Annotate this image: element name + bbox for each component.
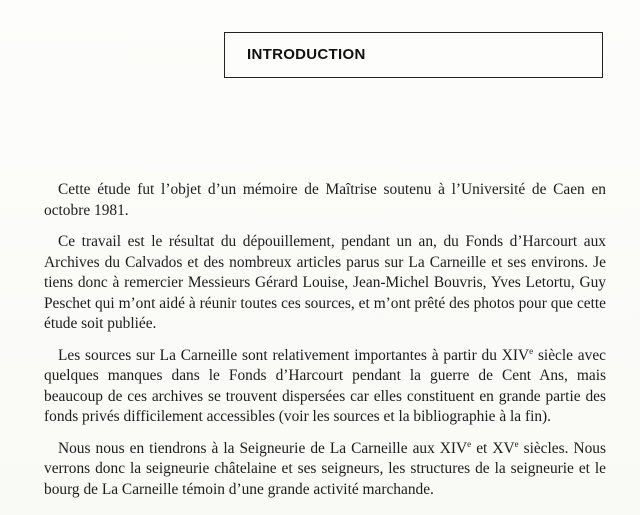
- paragraph-4-text-middle: et XV: [471, 439, 515, 457]
- paragraph-4-text-after: siècles. Nous verrons donc la seigneurie châtelaine et ses seigneurs, les structures de la seigneurie et le bourg de La Carneille témoin d’une grande activité marchande.: [44, 439, 606, 498]
- paragraph-2: [44, 232, 606, 335]
- paragraph-1-text: Cette étude fut l’objet d’un mémoire de Maîtrise soutenu à l’Université de Caen en octobre 1981.: [44, 181, 606, 219]
- document-body: [44, 180, 606, 511]
- superscript-e: e: [529, 345, 534, 356]
- paragraph-2-text: Ce travail est le résultat du dépouillement, pendant un an, du Fonds d’Harcourt aux Archives du Calvados et des nombreux articles parus sur La Carneille et ses environs. Je tiens donc à remercier Messieurs Gérard Louise, Jean-Michel Bouvris, Yves Letortu, Guy Peschet qui m’ont aidé à réunir toutes ces sources, et m’ont prêté des photos pour que cette étude soit publiée.: [44, 233, 606, 332]
- title-box: [224, 32, 603, 78]
- paragraph-3: [44, 346, 606, 428]
- superscript-e: e: [467, 438, 472, 449]
- paragraph-4: [44, 439, 606, 501]
- page-title: INTRODUCTION: [247, 46, 366, 63]
- superscript-e: e: [514, 438, 519, 449]
- paragraph-1: [44, 180, 606, 221]
- paragraph-3-text-before: Les sources sur La Carneille sont relativement importantes à partir du XIV: [58, 346, 530, 364]
- paragraph-3-text-after: siècle avec quelques manques dans le Fonds d’Harcourt pendant la guerre de Cent Ans, mais beaucoup de ces archives se trouvent dispersées car elles constituent en grande partie des fonds privés difficilement accessibles (voir les sources et la bibliographie à la fin).: [44, 346, 606, 425]
- paragraph-4-text-before: Nous nous en tiendrons à la Seigneurie de La Carneille aux XIV: [58, 439, 468, 457]
